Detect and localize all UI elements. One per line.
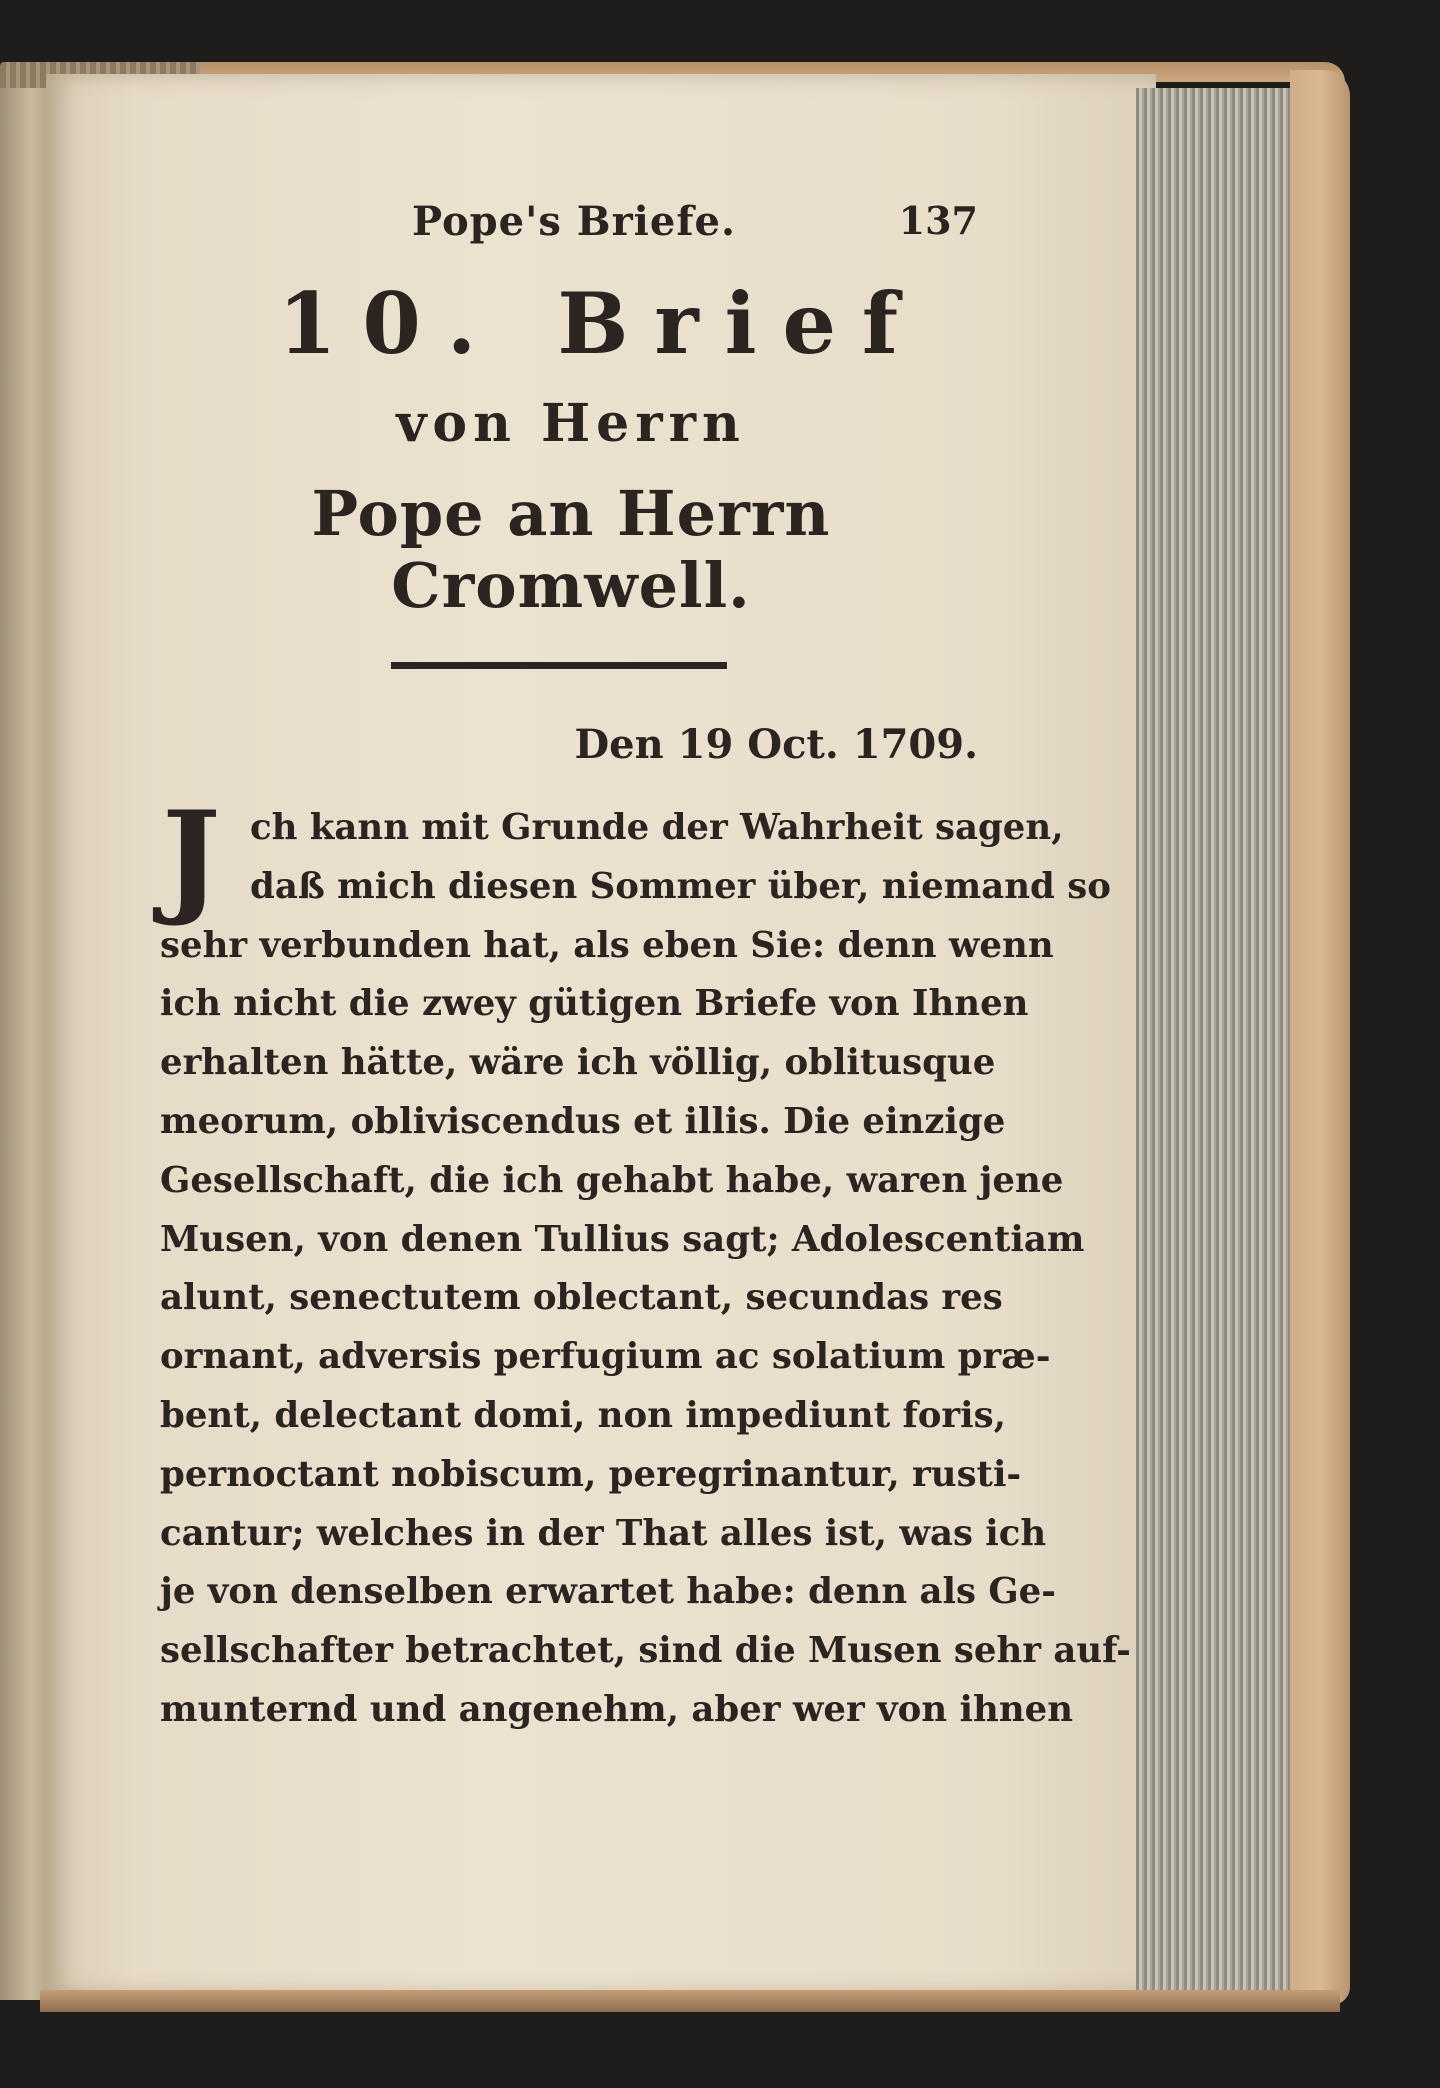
running-head [160, 190, 982, 254]
left-page-edge [0, 80, 52, 2000]
heading-rule [391, 662, 727, 669]
body-line: sellschafter betrachtet, sind die Musen sehr auf- [160, 1630, 1131, 1672]
drop-cap: J [162, 785, 221, 930]
book-cover-fore-edge [1290, 70, 1350, 2005]
running-title: Pope's Briefe. [412, 198, 736, 245]
body-line: sehr verbunden hat, als eben Sie: denn wenn [160, 924, 1054, 966]
body-line: ch kann mit Grunde der Wahrheit sagen, [250, 807, 1064, 848]
book-cover-bottom-edge [40, 1990, 1340, 2012]
body-line: Musen, von denen Tullius sagt; Adolescentiam [160, 1218, 1085, 1260]
letter-names-line: Pope an Herrn Cromwell. [311, 477, 831, 622]
body-line: bent, delectant domi, non impediunt foris, [160, 1394, 1006, 1436]
letter-body [160, 785, 1131, 1740]
body-line: daß mich diesen Sommer über, niemand so [250, 865, 1111, 907]
body-line: ornant, adversis perfugium ac solatium præ- [160, 1336, 1051, 1378]
dateline: Den 19 Oct. 1709. [574, 721, 978, 768]
body-line: meorum, obliviscendus et illis. Die einzige [160, 1100, 1006, 1142]
page-number: 137 [898, 198, 978, 243]
body-line: alunt, senectutem oblectant, secundas res [160, 1277, 1003, 1319]
body-line: erhalten hätte, wäre ich völlig, oblitusque [160, 1042, 996, 1084]
body-line: munternd und angenehm, aber wer von ihnen [160, 1688, 1074, 1730]
letter-from-line: von Herrn [396, 393, 746, 454]
body-line: cantur; welches in der That alles ist, was ich [160, 1512, 1047, 1554]
letter-title: 10. Brief [277, 274, 925, 373]
body-line: ich nicht die zwey gütigen Briefe von Ihnen [160, 983, 1029, 1025]
page-content [160, 190, 1131, 1740]
page-block-edges [1136, 88, 1298, 2000]
body-line: je von denselben erwartet habe: denn als Ge- [160, 1571, 1056, 1613]
body-line: pernoctant nobiscum, peregrinantur, rusti- [160, 1453, 1022, 1495]
body-line: Gesellschaft, die ich gehabt habe, waren jene [160, 1159, 1064, 1201]
